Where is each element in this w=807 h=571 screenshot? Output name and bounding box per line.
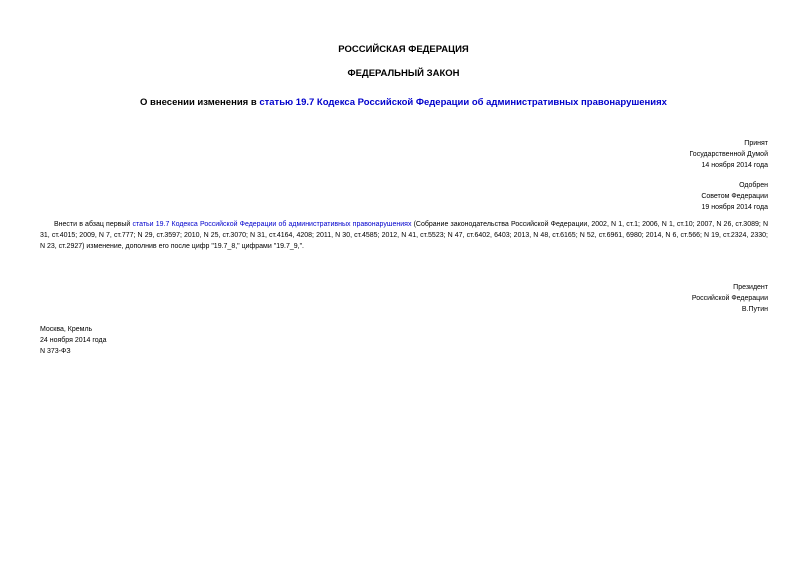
main-text-link[interactable]: статьи 19.7 Кодекса Российской Федерации об административных правонарушениях [132, 221, 412, 228]
main-paragraph [40, 219, 768, 252]
signature-block [692, 282, 768, 315]
law-title [0, 97, 807, 108]
doc-type-heading: ФЕДЕРАЛЬНЫЙ ЗАКОН [347, 68, 460, 79]
approved-body: Советом Федерации [701, 193, 768, 200]
law-title-link[interactable]: статью 19.7 Кодекса Российской Федерации об административных правонарушениях [259, 97, 667, 108]
law-title-prefix: О внесении изменения в [140, 97, 260, 108]
accepted-label: Принят [744, 140, 768, 147]
footer-place: Москва, Кремль [40, 326, 93, 333]
accepted-block [689, 138, 768, 171]
footer-number: N 373-ФЗ [40, 348, 71, 355]
accepted-date: 14 ноября 2014 года [701, 162, 768, 169]
accepted-body: Государственной Думой [689, 151, 768, 158]
signature-title: Президент [733, 284, 768, 291]
signature-country: Российской Федерации [691, 295, 768, 302]
approved-block [701, 180, 768, 213]
approved-date: 19 ноября 2014 года [701, 204, 768, 211]
footer-block [40, 324, 106, 357]
footer-date: 24 ноября 2014 года [40, 337, 107, 344]
country-heading: РОССИЙСКАЯ ФЕДЕРАЦИЯ [338, 44, 469, 55]
signature-name: В.Путин [741, 306, 768, 313]
main-text-prefix: Внести в абзац первый [54, 221, 133, 228]
approved-label: Одобрен [739, 182, 768, 189]
main-text-suffix: (Собрание законодательства Российской Федерации, 2002, N 1, ст.1; 2006, N 1, ст.10; 2007, N 26, ст.3089; N 31, ст.4015; 2009, N 7, ст.777; N 29, ст.3597; 2010, N 25, ст.3070; N 31, ст.4164, 4208; 2011, N 30, ст.4585; 2012, N 41, ст.5523; N 47, ст.6402, 6403; 2013, N 48, ст.6165; N 52, ст.6961, 6980; 2014, N 6, ст.566; N 19, ст.2324, 2330; N 23, ст.2927) изменение, дополнив его после цифр "19.7_8," цифрами "19.7_9,". [40, 221, 769, 250]
